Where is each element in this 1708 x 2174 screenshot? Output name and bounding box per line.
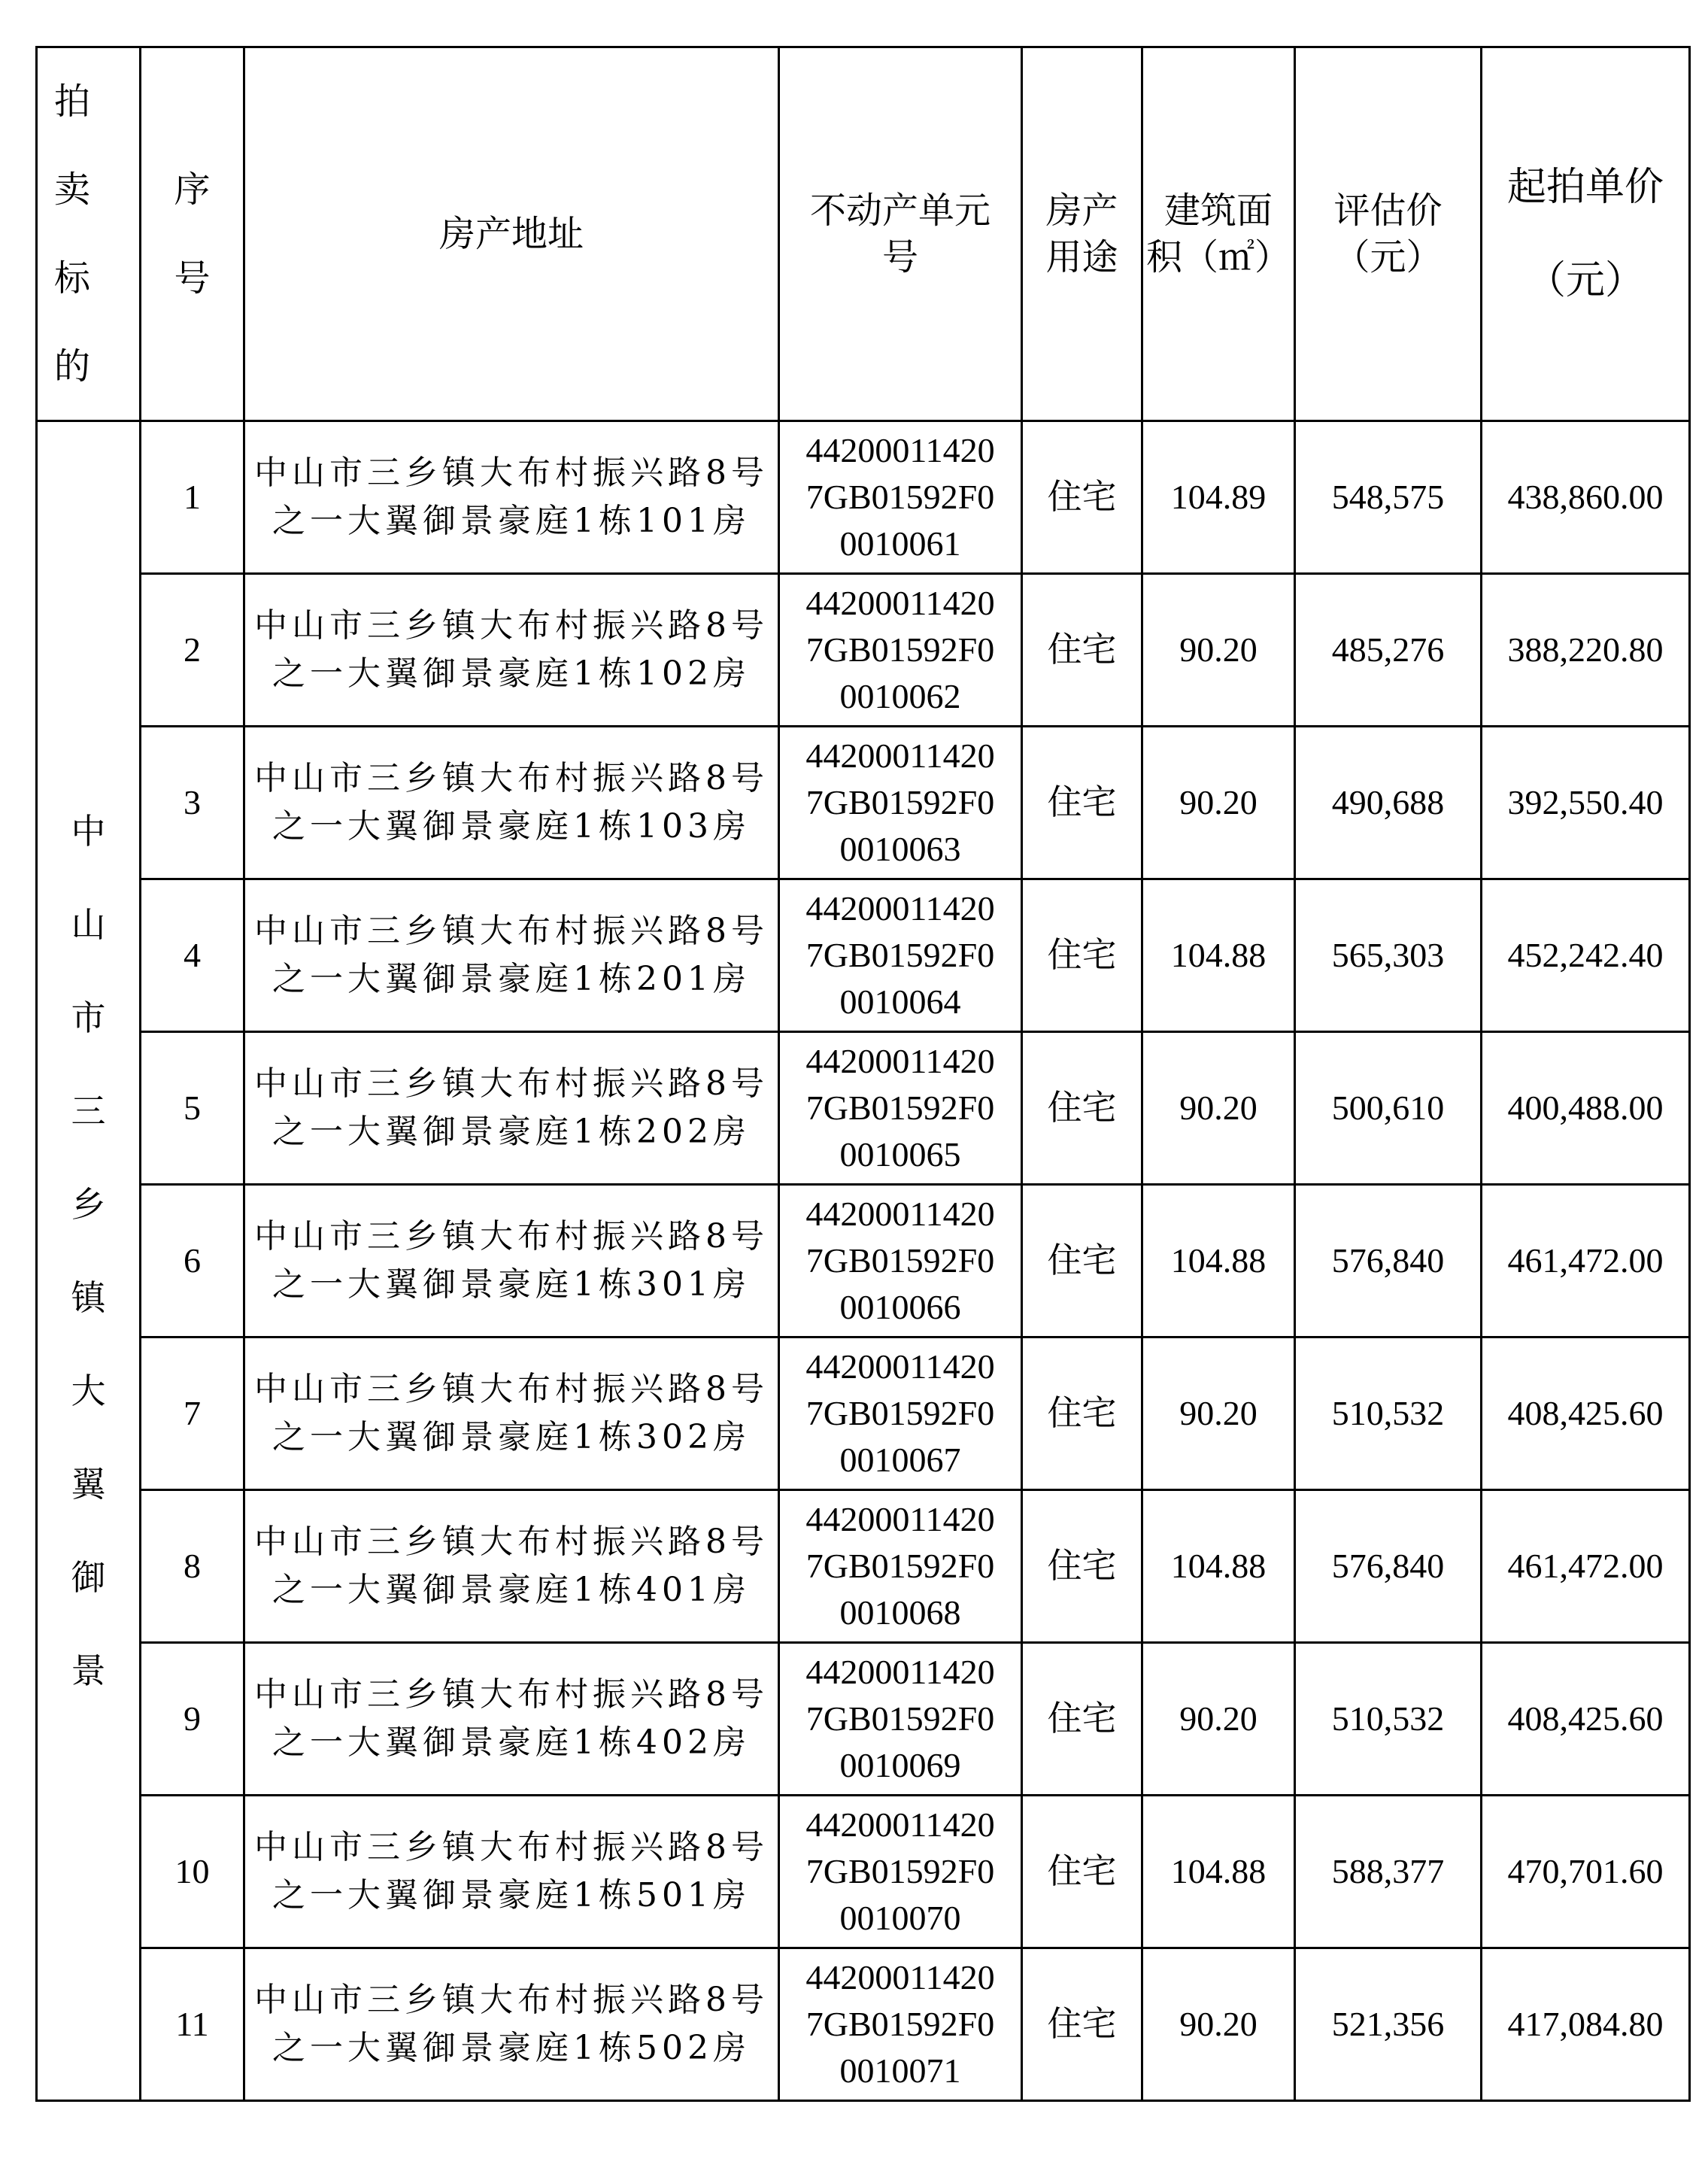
cell-seq: 8 <box>141 1490 244 1643</box>
cell-unit-no <box>779 1643 1022 1796</box>
cell-start-price: 392,550.40 <box>1482 727 1690 879</box>
table-row <box>37 1032 1690 1185</box>
cell-seq: 10 <box>141 1796 244 1948</box>
address-line-2: 之一大翼御景豪庭1栋502房 <box>272 2029 751 2067</box>
address-line-1: 中山市三乡镇大布村振兴路8号 <box>254 912 769 950</box>
unit-line-3: 0010070 <box>839 1899 961 1937</box>
cell-area: 90.20 <box>1142 574 1295 727</box>
cell-start-price: 408,425.60 <box>1482 1643 1690 1796</box>
subject-char: 三 <box>71 1091 106 1131</box>
cell-unit-no <box>779 1796 1022 1948</box>
unit-line-3: 0010062 <box>839 677 961 715</box>
header-usage <box>1022 47 1142 421</box>
cell-address <box>244 1185 779 1337</box>
address-line-2: 之一大翼御景豪庭1栋301房 <box>272 1265 751 1304</box>
header-appraisal <box>1295 47 1482 421</box>
cell-start-price: 400,488.00 <box>1482 1032 1690 1185</box>
unit-line-2: 7GB01592F0 <box>805 1394 995 1432</box>
cell-seq: 6 <box>141 1185 244 1337</box>
subject-char: 景 <box>71 1650 106 1691</box>
header-char: 序 <box>174 169 211 211</box>
cell-unit-no <box>779 879 1022 1032</box>
header-auction-subject <box>37 47 141 421</box>
address-line-2: 之一大翼御景豪庭1栋103房 <box>272 807 751 846</box>
header-line: 评估价 <box>1333 190 1443 232</box>
unit-line-3: 0010064 <box>839 982 961 1021</box>
header-unit-no <box>779 47 1022 421</box>
cell-address <box>244 1337 779 1490</box>
unit-line-1: 44200011420 <box>805 584 995 622</box>
unit-line-1: 44200011420 <box>805 1958 995 1996</box>
cell-area: 90.20 <box>1142 1643 1295 1796</box>
header-line: 起拍单价 <box>1506 165 1664 210</box>
address-line-2: 之一大翼御景豪庭1栋102房 <box>272 654 751 693</box>
header-line: 积（㎡） <box>1145 236 1291 278</box>
cell-appraisal: 490,688 <box>1295 727 1482 879</box>
header-char: 卖 <box>54 169 91 211</box>
unit-line-3: 0010071 <box>839 2051 961 2090</box>
cell-address <box>244 1643 779 1796</box>
subject-char: 乡 <box>71 1184 106 1225</box>
unit-line-2: 7GB01592F0 <box>805 1699 995 1738</box>
cell-unit-no <box>779 1185 1022 1337</box>
cell-usage: 住宅 <box>1022 879 1142 1032</box>
address-line-2: 之一大翼御景豪庭1栋302房 <box>272 1418 751 1456</box>
address-line-1: 中山市三乡镇大布村振兴路8号 <box>254 1064 769 1103</box>
header-char: 标 <box>54 257 91 299</box>
address-line-2: 之一大翼御景豪庭1栋402房 <box>272 1723 751 1762</box>
unit-line-3: 0010066 <box>839 1288 961 1326</box>
cell-usage: 住宅 <box>1022 574 1142 727</box>
cell-start-price: 461,472.00 <box>1482 1490 1690 1643</box>
cell-seq: 7 <box>141 1337 244 1490</box>
cell-appraisal: 576,840 <box>1295 1490 1482 1643</box>
cell-address <box>244 1490 779 1643</box>
address-line-2: 之一大翼御景豪庭1栋101房 <box>272 502 751 540</box>
address-line-1: 中山市三乡镇大布村振兴路8号 <box>254 1675 769 1714</box>
cell-area: 90.20 <box>1142 1948 1295 2101</box>
cell-usage: 住宅 <box>1022 1643 1142 1796</box>
cell-usage: 住宅 <box>1022 1948 1142 2101</box>
cell-area: 90.20 <box>1142 1032 1295 1185</box>
address-line-1: 中山市三乡镇大布村振兴路8号 <box>254 1981 769 2019</box>
cell-appraisal: 500,610 <box>1295 1032 1482 1185</box>
table-row <box>37 1948 1690 2101</box>
cell-seq: 2 <box>141 574 244 727</box>
cell-area: 90.20 <box>1142 727 1295 879</box>
header-area <box>1142 47 1295 421</box>
unit-line-2: 7GB01592F0 <box>805 2005 995 2043</box>
header-row <box>37 47 1690 421</box>
unit-line-2: 7GB01592F0 <box>805 1089 995 1127</box>
address-line-1: 中山市三乡镇大布村振兴路8号 <box>254 606 769 645</box>
unit-line-1: 44200011420 <box>805 431 995 469</box>
cell-area: 104.88 <box>1142 1796 1295 1948</box>
cell-appraisal: 521,356 <box>1295 1948 1482 2101</box>
cell-seq: 1 <box>141 421 244 574</box>
address-line-1: 中山市三乡镇大布村振兴路8号 <box>254 1217 769 1256</box>
unit-line-1: 44200011420 <box>805 1805 995 1844</box>
header-start-price <box>1482 47 1690 421</box>
unit-line-1: 44200011420 <box>805 1195 995 1233</box>
cell-address <box>244 574 779 727</box>
header-line: （元） <box>1333 236 1443 278</box>
cell-seq: 9 <box>141 1643 244 1796</box>
cell-unit-no <box>779 421 1022 574</box>
cell-start-price: 470,701.60 <box>1482 1796 1690 1948</box>
cell-appraisal: 588,377 <box>1295 1796 1482 1948</box>
cell-usage: 住宅 <box>1022 1337 1142 1490</box>
unit-line-1: 44200011420 <box>805 1347 995 1386</box>
cell-seq: 5 <box>141 1032 244 1185</box>
cell-area: 90.20 <box>1142 1337 1295 1490</box>
address-line-1: 中山市三乡镇大布村振兴路8号 <box>254 454 769 492</box>
cell-appraisal: 510,532 <box>1295 1643 1482 1796</box>
subject-char: 镇 <box>71 1277 106 1318</box>
unit-line-3: 0010067 <box>839 1441 961 1479</box>
table-row <box>37 1490 1690 1643</box>
header-seq <box>141 47 244 421</box>
unit-line-2: 7GB01592F0 <box>805 1852 995 1890</box>
address-line-1: 中山市三乡镇大布村振兴路8号 <box>254 759 769 797</box>
cell-area: 104.88 <box>1142 879 1295 1032</box>
unit-line-1: 44200011420 <box>805 736 995 775</box>
unit-line-3: 0010069 <box>839 1746 961 1784</box>
unit-line-1: 44200011420 <box>805 889 995 928</box>
cell-appraisal: 510,532 <box>1295 1337 1482 1490</box>
cell-area: 104.88 <box>1142 1490 1295 1643</box>
cell-address <box>244 1032 779 1185</box>
subject-char: 翼 <box>71 1464 106 1504</box>
cell-start-price: 408,425.60 <box>1482 1337 1690 1490</box>
subject-char: 御 <box>71 1557 106 1598</box>
cell-usage: 住宅 <box>1022 1490 1142 1643</box>
address-line-1: 中山市三乡镇大布村振兴路8号 <box>254 1828 769 1866</box>
cell-address <box>244 879 779 1032</box>
cell-start-price: 461,472.00 <box>1482 1185 1690 1337</box>
auction-property-table <box>35 46 1691 2102</box>
cell-unit-no <box>779 1948 1022 2101</box>
cell-seq: 11 <box>141 1948 244 2101</box>
subject-char: 市 <box>71 997 106 1038</box>
cell-usage: 住宅 <box>1022 421 1142 574</box>
header-address: 房产地址 <box>244 47 779 421</box>
header-line: 不动产单元 <box>809 190 991 232</box>
unit-line-2: 7GB01592F0 <box>805 1547 995 1585</box>
cell-appraisal: 576,840 <box>1295 1185 1482 1337</box>
table-row <box>37 879 1690 1032</box>
subject-char: 大 <box>71 1371 106 1411</box>
cell-appraisal: 548,575 <box>1295 421 1482 574</box>
cell-area: 104.89 <box>1142 421 1295 574</box>
cell-start-price: 452,242.40 <box>1482 879 1690 1032</box>
cell-unit-no <box>779 727 1022 879</box>
cell-usage: 住宅 <box>1022 1032 1142 1185</box>
subject-char: 中 <box>71 811 106 852</box>
unit-line-2: 7GB01592F0 <box>805 478 995 516</box>
cell-unit-no <box>779 1337 1022 1490</box>
cell-start-price: 417,084.80 <box>1482 1948 1690 2101</box>
table-row <box>37 421 1690 574</box>
cell-auction-subject <box>37 421 141 2101</box>
unit-line-2: 7GB01592F0 <box>805 783 995 821</box>
table-row <box>37 574 1690 727</box>
subject-char: 山 <box>71 904 106 945</box>
cell-unit-no <box>779 1490 1022 1643</box>
table-row <box>37 727 1690 879</box>
unit-line-2: 7GB01592F0 <box>805 630 995 669</box>
unit-line-3: 0010061 <box>839 524 961 563</box>
table-row <box>37 1185 1690 1337</box>
cell-unit-no <box>779 1032 1022 1185</box>
cell-address <box>244 1796 779 1948</box>
cell-seq: 3 <box>141 727 244 879</box>
cell-start-price: 438,860.00 <box>1482 421 1690 574</box>
header-char: 拍 <box>54 80 91 123</box>
address-line-2: 之一大翼御景豪庭1栋401房 <box>272 1571 751 1609</box>
cell-address <box>244 727 779 879</box>
unit-line-2: 7GB01592F0 <box>805 1241 995 1280</box>
header-line: 房产 <box>1045 190 1118 232</box>
header-line: （元） <box>1526 258 1644 303</box>
unit-line-3: 0010068 <box>839 1593 961 1632</box>
cell-usage: 住宅 <box>1022 727 1142 879</box>
unit-line-2: 7GB01592F0 <box>805 936 995 974</box>
address-line-1: 中山市三乡镇大布村振兴路8号 <box>254 1370 769 1408</box>
cell-appraisal: 485,276 <box>1295 574 1482 727</box>
table-row <box>37 1643 1690 1796</box>
unit-line-1: 44200011420 <box>805 1500 995 1538</box>
address-line-2: 之一大翼御景豪庭1栋201房 <box>272 960 751 998</box>
address-line-1: 中山市三乡镇大布村振兴路8号 <box>254 1523 769 1561</box>
cell-start-price: 388,220.80 <box>1482 574 1690 727</box>
header-line: 号 <box>881 236 918 278</box>
cell-unit-no <box>779 574 1022 727</box>
table-row <box>37 1337 1690 1490</box>
address-line-2: 之一大翼御景豪庭1栋202房 <box>272 1113 751 1151</box>
address-line-2: 之一大翼御景豪庭1栋501房 <box>272 1876 751 1914</box>
header-char: 号 <box>174 257 211 299</box>
unit-line-3: 0010063 <box>839 830 961 868</box>
header-line: 用途 <box>1045 236 1118 278</box>
cell-address <box>244 1948 779 2101</box>
cell-seq: 4 <box>141 879 244 1032</box>
unit-line-1: 44200011420 <box>805 1042 995 1080</box>
cell-area: 104.88 <box>1142 1185 1295 1337</box>
unit-line-1: 44200011420 <box>805 1653 995 1691</box>
cell-usage: 住宅 <box>1022 1185 1142 1337</box>
header-line: 建筑面 <box>1163 190 1273 232</box>
cell-usage: 住宅 <box>1022 1796 1142 1948</box>
table-row <box>37 1796 1690 1948</box>
unit-line-3: 0010065 <box>839 1135 961 1174</box>
header-char: 的 <box>54 345 91 388</box>
cell-appraisal: 565,303 <box>1295 879 1482 1032</box>
cell-address <box>244 421 779 574</box>
